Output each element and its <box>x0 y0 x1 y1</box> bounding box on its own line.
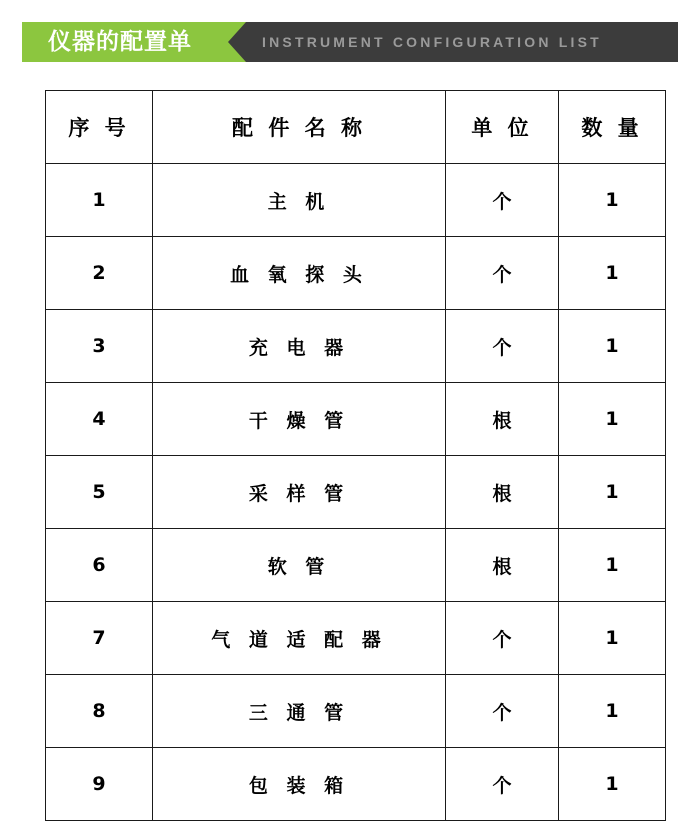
cell-qty: 1 <box>559 748 666 821</box>
header-green-arrow <box>228 22 246 62</box>
cell-no: 8 <box>46 675 153 748</box>
cell-no: 6 <box>46 529 153 602</box>
table-row <box>46 164 666 237</box>
table-row <box>46 529 666 602</box>
cell-name: 采 样 管 <box>153 456 446 529</box>
column-header-qty: 数 量 <box>559 91 666 164</box>
cell-no: 4 <box>46 383 153 456</box>
config-table-wrapper <box>45 90 655 821</box>
cell-unit: 个 <box>446 310 559 383</box>
cell-unit: 个 <box>446 164 559 237</box>
cell-qty: 1 <box>559 383 666 456</box>
column-header-no: 序 号 <box>46 91 153 164</box>
cell-unit: 个 <box>446 237 559 310</box>
cell-qty: 1 <box>559 310 666 383</box>
page-title-en: INSTRUMENT CONFIGURATION LIST <box>262 34 602 50</box>
cell-qty: 1 <box>559 675 666 748</box>
cell-qty: 1 <box>559 237 666 310</box>
table-row <box>46 310 666 383</box>
table-row <box>46 237 666 310</box>
cell-no: 2 <box>46 237 153 310</box>
table-row <box>46 675 666 748</box>
table-header-row <box>46 91 666 164</box>
cell-name: 干 燥 管 <box>153 383 446 456</box>
cell-unit: 个 <box>446 748 559 821</box>
table-row <box>46 602 666 675</box>
cell-unit: 根 <box>446 383 559 456</box>
cell-name: 三 通 管 <box>153 675 446 748</box>
cell-unit: 根 <box>446 529 559 602</box>
cell-no: 1 <box>46 164 153 237</box>
cell-no: 7 <box>46 602 153 675</box>
cell-name: 包 装 箱 <box>153 748 446 821</box>
cell-unit: 个 <box>446 675 559 748</box>
column-header-name: 配 件 名 称 <box>153 91 446 164</box>
table-row <box>46 456 666 529</box>
table-row <box>46 383 666 456</box>
cell-no: 9 <box>46 748 153 821</box>
cell-qty: 1 <box>559 529 666 602</box>
page-title-cn: 仪器的配置单 <box>48 29 192 55</box>
cell-name: 充 电 器 <box>153 310 446 383</box>
cell-no: 3 <box>46 310 153 383</box>
table-header <box>46 91 666 164</box>
config-table <box>45 90 666 821</box>
cell-name: 气 道 适 配 器 <box>153 602 446 675</box>
cell-unit: 个 <box>446 602 559 675</box>
cell-qty: 1 <box>559 164 666 237</box>
column-header-unit: 单 位 <box>446 91 559 164</box>
cell-no: 5 <box>46 456 153 529</box>
cell-name: 软 管 <box>153 529 446 602</box>
page-header <box>0 0 700 72</box>
table-body <box>46 164 666 821</box>
cell-name: 主 机 <box>153 164 446 237</box>
cell-qty: 1 <box>559 456 666 529</box>
cell-name: 血 氧 探 头 <box>153 237 446 310</box>
table-row <box>46 748 666 821</box>
cell-qty: 1 <box>559 602 666 675</box>
cell-unit: 根 <box>446 456 559 529</box>
